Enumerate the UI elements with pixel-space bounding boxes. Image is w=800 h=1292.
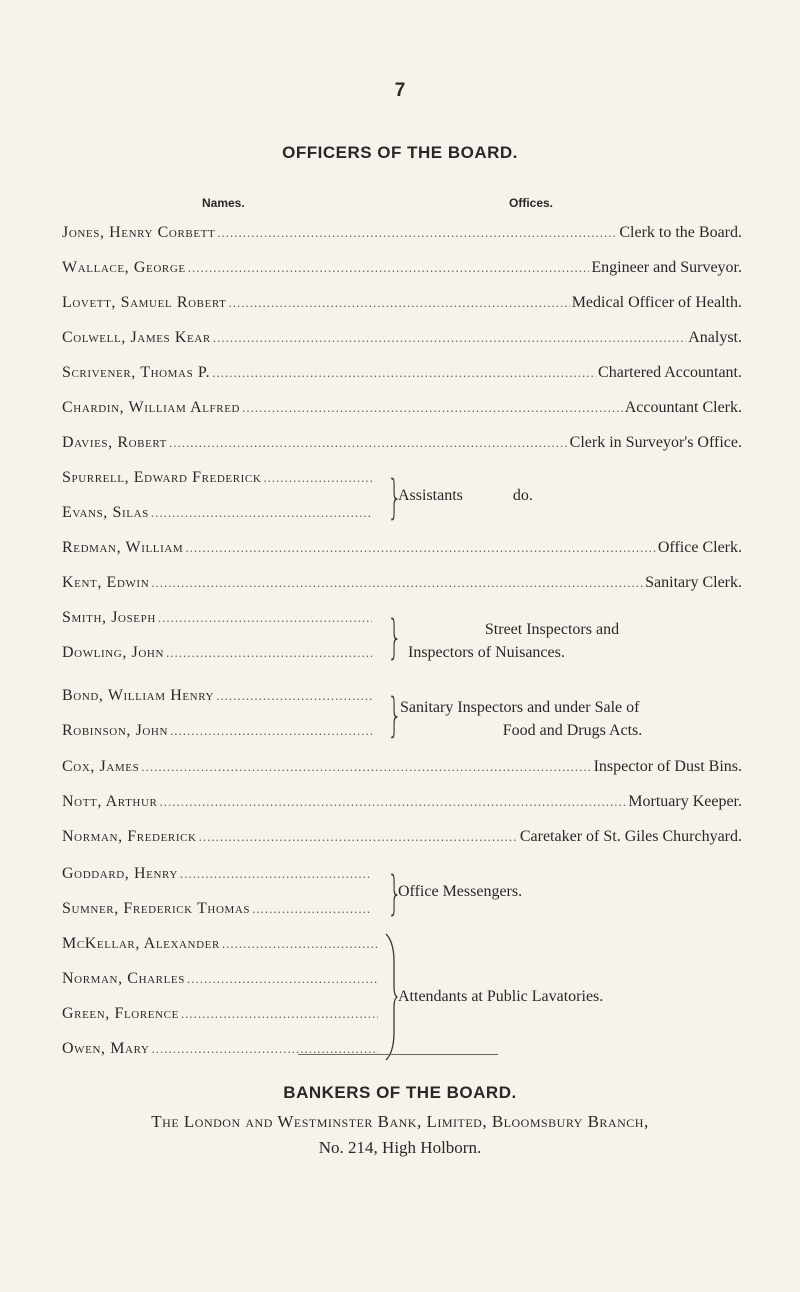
officer-row	[62, 539, 742, 563]
officer-name: Nott, Arthur	[62, 793, 158, 810]
officer-row	[62, 758, 742, 782]
bankers-heading: BANKERS OF THE BOARD.	[283, 1083, 517, 1102]
officer-row	[62, 687, 374, 711]
officer-name: Smith, Joseph	[62, 609, 156, 626]
officer-row	[62, 329, 742, 353]
officer-office: Sanitary Clerk.	[645, 574, 742, 591]
officer-row	[62, 828, 742, 852]
officer-name: Redman, William	[62, 539, 184, 556]
officer-row	[62, 970, 380, 994]
leader-dots	[170, 723, 372, 739]
officer-office: Engineer and Surveyor.	[591, 259, 742, 276]
officer-row	[62, 399, 742, 423]
leader-dots	[229, 295, 570, 311]
officer-office: Clerk in Surveyor's Office.	[569, 434, 742, 451]
officer-name: Bond, William Henry	[62, 687, 215, 704]
assistants-label: Assistants	[398, 487, 463, 504]
officer-row	[62, 793, 742, 817]
section-divider	[298, 1054, 498, 1055]
group-brace: }	[387, 470, 402, 524]
officer-row	[62, 574, 742, 598]
street-inspectors-line1: Street Inspectors and	[484, 621, 620, 638]
officer-row	[62, 609, 374, 633]
street-inspectors-office	[402, 618, 702, 664]
leader-dots	[169, 435, 568, 451]
names-column-header: Names.	[202, 196, 245, 210]
group-brace: }	[387, 866, 402, 920]
bank-details	[0, 1109, 800, 1161]
officer-row	[62, 935, 380, 959]
officer-name: Green, Florence	[62, 1005, 179, 1022]
officer-office: Accountant Clerk.	[624, 399, 742, 416]
assistants-ditto: do.	[512, 487, 533, 504]
officer-name: Owen, Mary	[62, 1040, 150, 1057]
leader-dots	[263, 470, 372, 486]
sanitary-inspectors-line1: Sanitary Inspectors and under Sale of	[400, 699, 640, 716]
leader-dots	[222, 936, 378, 952]
leader-dots	[212, 365, 596, 381]
leader-dots	[213, 330, 686, 346]
officer-row	[62, 865, 374, 889]
group-brace: }	[387, 688, 402, 742]
officer-row	[62, 504, 374, 528]
attendants-office: Attendants at Public Lavatories.	[398, 988, 604, 1005]
officer-name: Colwell, James Kear	[62, 329, 211, 346]
officer-name: Lovett, Samuel Robert	[62, 294, 227, 311]
leader-dots	[216, 688, 372, 704]
officer-name: Wallace, George	[62, 259, 186, 276]
leader-dots	[217, 225, 617, 241]
officer-name: Norman, Charles	[62, 970, 185, 987]
officer-name: Chardin, William Alfred	[62, 399, 241, 416]
page-number: 7	[394, 80, 406, 101]
offices-column-header: Offices.	[509, 196, 554, 210]
sanitary-inspectors-office	[400, 696, 745, 742]
group-brace	[384, 932, 398, 1062]
officer-office: Mortuary Keeper.	[628, 793, 742, 810]
officers-heading: OFFICERS OF THE BOARD.	[282, 143, 518, 162]
officer-row	[62, 722, 374, 746]
street-inspectors-line2: Inspectors of Nuisances.	[408, 644, 565, 661]
leader-dots	[166, 645, 372, 661]
officer-row	[62, 644, 374, 668]
leader-dots	[242, 400, 623, 416]
assistants-office	[398, 484, 533, 507]
officer-office: Inspector of Dust Bins.	[593, 758, 742, 775]
officer-office: Analyst.	[688, 329, 742, 346]
leader-dots	[141, 759, 591, 775]
officer-row	[62, 1040, 380, 1064]
officer-name: Jones, Henry Corbett	[62, 224, 216, 241]
leader-dots	[185, 540, 656, 556]
leader-dots	[158, 610, 372, 626]
officer-row	[62, 294, 742, 318]
officer-row	[62, 469, 374, 493]
officer-name: Evans, Silas	[62, 504, 149, 521]
officer-row	[62, 434, 742, 458]
leader-dots	[180, 866, 372, 882]
officer-office: Office Clerk.	[657, 539, 742, 556]
officer-name: Cox, James	[62, 758, 140, 775]
officer-office: Medical Officer of Health.	[571, 294, 742, 311]
officer-name: Scrivener, Thomas P.	[62, 364, 211, 381]
officer-office: Caretaker of St. Giles Churchyard.	[519, 828, 742, 845]
officer-name: Norman, Frederick	[62, 828, 197, 845]
officer-row	[62, 259, 742, 283]
officer-office: Clerk to the Board.	[619, 224, 742, 241]
officer-name: Davies, Robert	[62, 434, 167, 451]
officer-name: Sumner, Frederick Thomas	[62, 900, 251, 917]
officer-name: Goddard, Henry	[62, 865, 178, 882]
officer-row	[62, 900, 374, 924]
leader-dots	[188, 260, 590, 276]
officer-row	[62, 224, 742, 248]
officer-row	[62, 364, 742, 388]
messengers-office: Office Messengers.	[398, 883, 523, 900]
leader-dots	[187, 971, 378, 987]
officer-name: McKellar, Alexander	[62, 935, 220, 952]
leader-dots	[181, 1006, 378, 1022]
bank-line-1: The London and Westminster Bank, Limited, Bloomsbury Branch,	[151, 1112, 649, 1131]
leader-dots	[199, 829, 518, 845]
leader-dots	[151, 505, 372, 521]
bank-line-2: No. 214, High Holborn.	[318, 1138, 482, 1157]
leader-dots	[252, 901, 372, 917]
officer-name: Dowling, John	[62, 644, 165, 661]
officer-name: Spurrell, Edward Frederick	[62, 469, 262, 486]
officer-office: Chartered Accountant.	[598, 364, 742, 381]
officer-name: Kent, Edwin	[62, 574, 150, 591]
group-brace: }	[387, 610, 402, 664]
officer-row	[62, 1005, 380, 1029]
officer-name: Robinson, John	[62, 722, 169, 739]
leader-dots	[151, 575, 643, 591]
leader-dots	[159, 794, 626, 810]
sanitary-inspectors-line2: Food and Drugs Acts.	[502, 722, 643, 739]
